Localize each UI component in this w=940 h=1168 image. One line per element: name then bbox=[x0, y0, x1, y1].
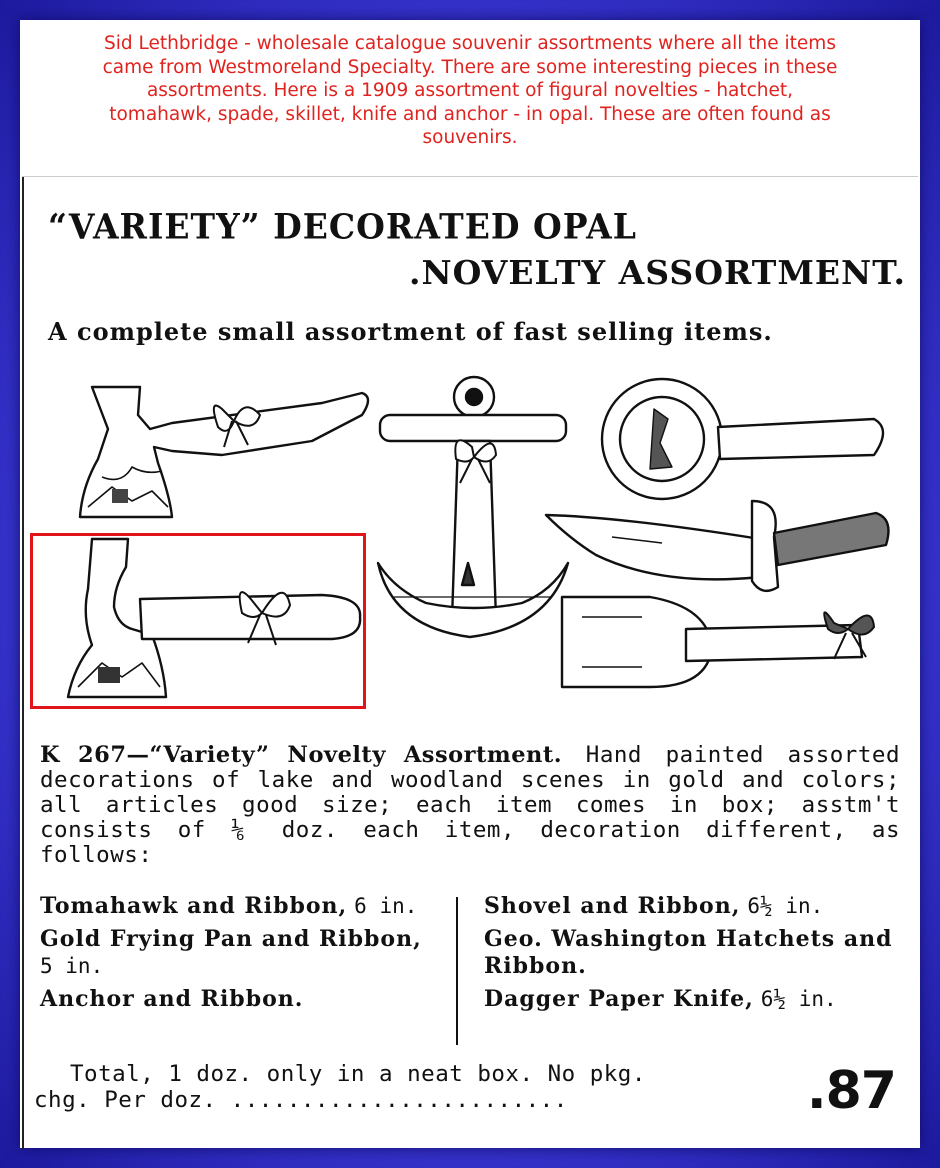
list-item bbox=[40, 986, 440, 1013]
knife-illustration bbox=[546, 501, 888, 591]
description-body: Hand painted assorted decorations of lake and woodland scenes in gold and colors; all articles good size; each item comes in box; asstm't consists of ⅙ doz. each item, decoration different, as follows: bbox=[40, 742, 900, 868]
contents-left-column bbox=[40, 893, 440, 1019]
price: .87 bbox=[806, 1061, 896, 1121]
item-name: Shovel and Ribbon, bbox=[484, 893, 741, 919]
list-item bbox=[40, 926, 440, 980]
total-line bbox=[34, 1061, 734, 1113]
subheading: A complete small assortment of fast selling items. bbox=[48, 317, 773, 346]
item-size: 6½ in. bbox=[747, 894, 824, 918]
caption bbox=[20, 32, 920, 150]
heading-line-2: .NOVELTY ASSORTMENT. bbox=[408, 253, 906, 292]
item-size: 6½ in. bbox=[760, 987, 837, 1011]
item-size: 5 in. bbox=[40, 954, 104, 978]
hatchet-illustration bbox=[80, 387, 368, 517]
item-name: Gold Frying Pan and Ribbon, bbox=[40, 926, 422, 952]
list-item bbox=[484, 893, 900, 920]
caption-line: souvenirs. bbox=[422, 127, 518, 148]
item-name: Geo. Washington Hatchets and Ribbon. bbox=[484, 926, 893, 979]
assortment-contents bbox=[40, 893, 900, 1053]
column-divider bbox=[456, 897, 458, 1045]
heading-line-1: “VARIETY” DECORATED OPAL bbox=[48, 206, 637, 247]
caption-line: came from Westmoreland Specialty. There are some interesting pieces in these bbox=[102, 56, 838, 78]
caption-line: tomahawk, spade, skillet, knife and anchor - in opal. These are often found as bbox=[109, 103, 831, 125]
item-size: 6 in. bbox=[354, 894, 418, 918]
catalogue-page bbox=[20, 20, 920, 1148]
shovel-illustration bbox=[562, 597, 862, 687]
total-line-2: chg. Per doz. ........................ bbox=[34, 1087, 568, 1113]
list-item bbox=[484, 986, 900, 1013]
caption-line: Sid Lethbridge - wholesale catalogue souvenir assortments where all the items bbox=[104, 33, 836, 54]
list-item bbox=[40, 893, 440, 920]
item-name: Dagger Paper Knife, bbox=[484, 986, 754, 1012]
item-number-title: K 267—“Variety” Novelty Assortment. bbox=[40, 742, 563, 768]
item-description bbox=[40, 743, 900, 868]
item-name: Tomahawk and Ribbon, bbox=[40, 893, 348, 919]
list-item bbox=[484, 926, 900, 980]
contents-right-column bbox=[484, 893, 900, 1019]
tomahawk-highlight-box bbox=[30, 533, 366, 709]
anchor-illustration bbox=[378, 377, 568, 637]
caption-line: assortments. Here is a 1909 assortment of figural novelties - hatchet, bbox=[146, 80, 794, 101]
frying-pan-illustration bbox=[602, 379, 883, 499]
catalogue-clipping bbox=[22, 176, 918, 1149]
item-name: Anchor and Ribbon. bbox=[40, 986, 304, 1012]
total-line-1: Total, 1 doz. only in a neat box. No pkg. bbox=[70, 1061, 646, 1087]
